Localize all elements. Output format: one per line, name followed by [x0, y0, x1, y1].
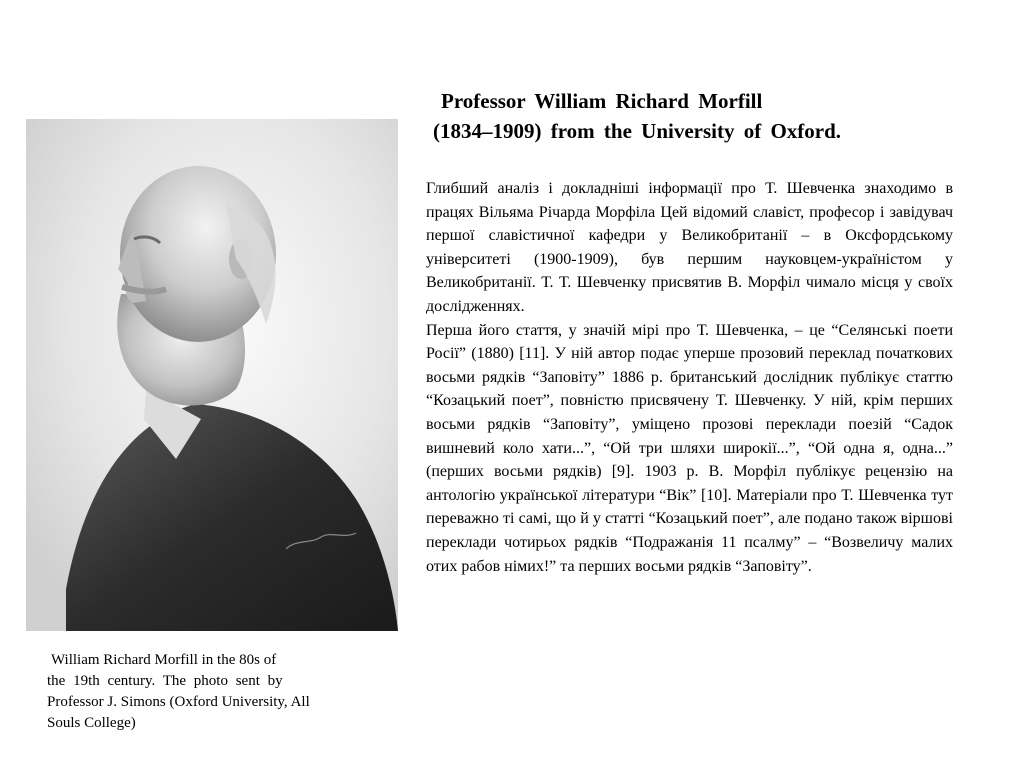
- title-line-1: Professor William Richard Morfill: [441, 89, 763, 113]
- portrait-engraving-icon: [26, 119, 398, 631]
- body-text: [426, 177, 953, 578]
- title-line-2: (1834–1909) from the University of Oxford.: [433, 119, 842, 143]
- slide-title: [420, 86, 960, 146]
- portrait-image: [26, 119, 398, 631]
- body-paragraph-2: Перша його стаття, у значій мірі про Т. Шевченка, – це “Селянські поети Росії” (1880) [11]. У ній автор подає уперше прозовий переклад початкових восьми рядків “Заповіту” 1886 р. британський дослідник публікує статтю “Козацький поет”, повністю присвячену Т. Шевченку. У ній, крім перших восьми рядків “Заповіту”, уміщено прозові переклади поезій “Садок вишневий коло хати...”, “Ой три шляхи широкії...”, “Ой одна я, одна...” (перших восьми рядків) [9]. 1903 р. В. Морфіл публікує рецензію на антологію української літератури “Вік” [10]. Матеріали про Т. Шевченка тут переважно ті самі, що й у статті “Козацький поет”, але подано також віршові переклади чотирьох рядків “Подражанія 11 псалму” – “Возвеличу малих отих рабов німих!” та перших восьми рядків “Заповіту”.: [426, 321, 953, 575]
- caption-line-2: the 19th century. The photo sent by: [47, 673, 283, 689]
- caption-line-3: Professor J. Simons (Oxford University, All: [47, 694, 310, 710]
- caption-line-4: Souls College): [47, 715, 136, 731]
- body-paragraph-1: Глибший аналіз і докладніші інформації про Т. Шевченка знаходимо в працях Вільяма Річарда Морфіла Цей відомий славіст, професор і завідувач першої славістичної кафедри у Великобританії – в Оксфордському університеті (1900-1909), був першим науковцем-україністом у Великобританії. Т. Т. Шевченку присвятив В. Морфіл чимало місця у своїх дослідженнях.: [426, 180, 953, 315]
- portrait-caption: [47, 650, 367, 734]
- caption-line-1: William Richard Morfill in the 80s of: [51, 652, 277, 668]
